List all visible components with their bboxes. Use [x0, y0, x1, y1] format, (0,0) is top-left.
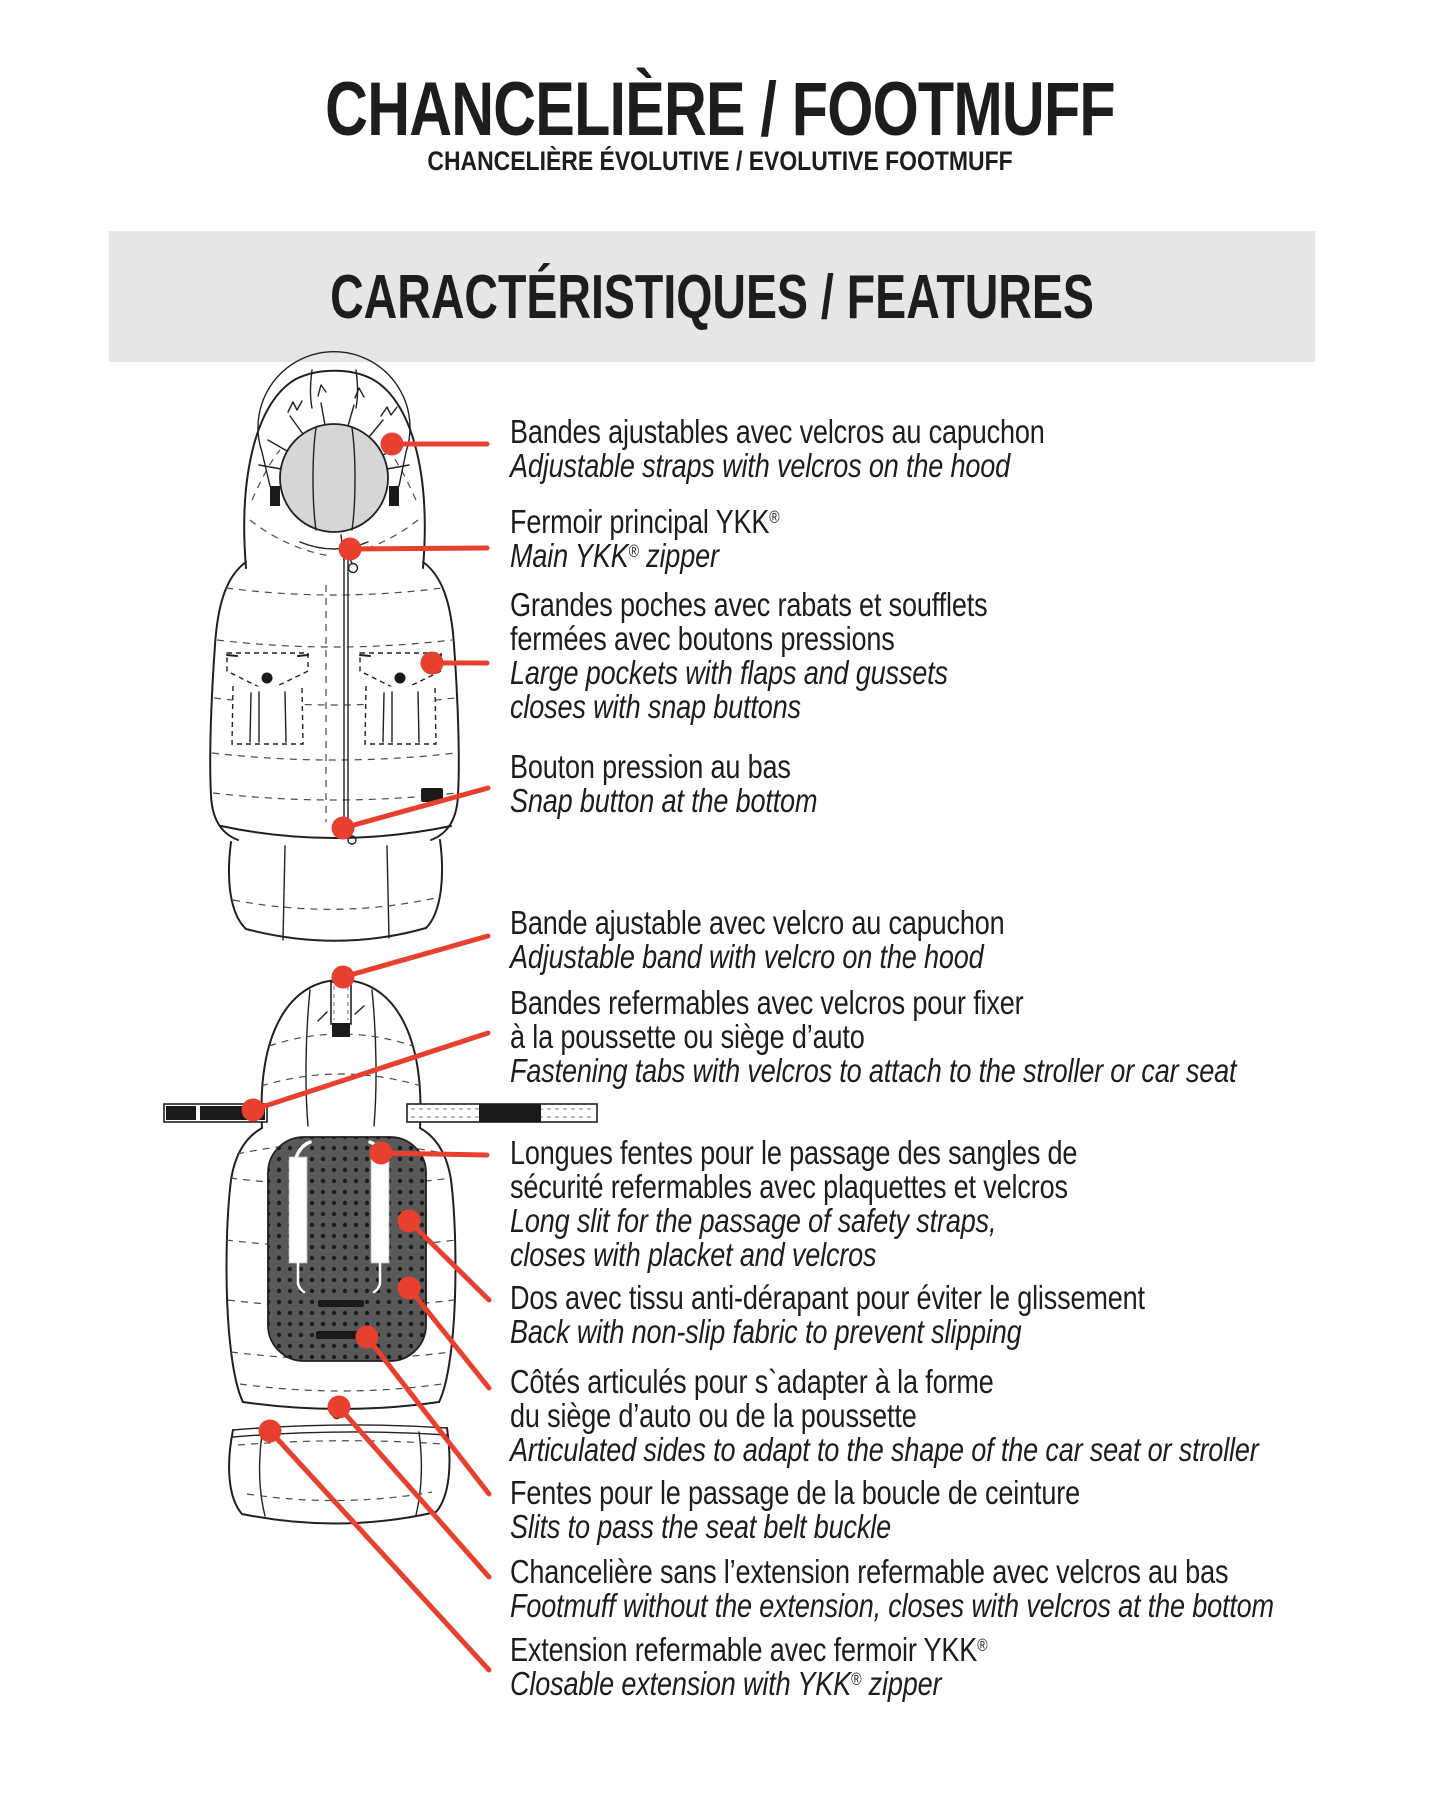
callout-line-2	[350, 548, 487, 549]
callout-dot-2	[339, 538, 362, 561]
callout-line-12	[270, 1431, 489, 1670]
annotation-buckle-slits	[510, 1476, 1080, 1544]
annotation-text-fr: Côtés articulés pour s`adapter à la forme	[510, 1363, 994, 1400]
annotation-text-fr: à la poussette ou siège d’auto	[510, 1018, 865, 1055]
annotation-main-zipper	[510, 505, 779, 573]
callout-line-4	[343, 788, 488, 828]
annotation-text-fr: Dos avec tissu anti-dérapant pour éviter le glissement	[510, 1279, 1145, 1316]
safety-strap-slit-left	[289, 1157, 307, 1263]
annotation-text-en: closes with placket and velcros	[510, 1236, 877, 1273]
annotation-text-fr: Longues fentes pour le passage des sangles de	[510, 1134, 1078, 1171]
callout-dot-6	[242, 1099, 265, 1122]
annotation-text-en: Footmuff without the extension, closes with velcros at the bottom	[510, 1587, 1274, 1624]
callout-dot-11	[328, 1396, 351, 1419]
annotation-text-en: Large pockets with flaps and gussets	[510, 654, 948, 691]
annotation-non-slip-back	[510, 1281, 1145, 1349]
callout-dot-7	[370, 1142, 393, 1165]
anti-slip-panel	[268, 1137, 426, 1361]
callout-dot-5	[332, 966, 355, 989]
belt-buckle-slit-upper	[318, 1300, 364, 1307]
annotation-text-fr: du siège d’auto ou de la poussette	[510, 1397, 917, 1434]
annotation-without-extension	[510, 1555, 1274, 1623]
callout-dot-3	[421, 652, 444, 675]
annotation-text-en: closes with snap buttons	[510, 688, 801, 725]
annotation-text-fr: Bandes ajustables avec velcros au capuchon	[510, 413, 1045, 450]
annotation-text-en: Fastening tabs with velcros to attach to the stroller or car seat	[510, 1052, 1237, 1089]
callout-line-6	[253, 1033, 488, 1110]
callout-dot-9	[398, 1277, 421, 1300]
callout-line-7	[381, 1153, 487, 1155]
annotation-text-fr: fermées avec boutons pressions	[510, 620, 895, 657]
section-heading: CARACTÉRISTIQUES / FEATURES	[330, 263, 1094, 332]
annotation-text-fr: Bande ajustable avec velcro au capuchon	[510, 904, 1005, 941]
callout-line-5	[343, 936, 488, 977]
annotation-text-fr: Grandes poches avec rabats et soufflets	[510, 586, 988, 623]
annotation-hood-straps	[510, 415, 1045, 483]
safety-strap-slit-right	[371, 1157, 389, 1263]
front-view-drawing	[210, 352, 459, 941]
page-subtitle: CHANCELIÈRE ÉVOLUTIVE / EVOLUTIVE FOOTMUFF	[427, 146, 1013, 176]
callout-dot-12	[259, 1420, 282, 1443]
annotation-text-fr: Fermoir principal YKK®	[510, 503, 780, 540]
annotation-safety-strap-slits	[510, 1136, 1077, 1272]
annotation-text-en: Long slit for the passage of safety straps,	[510, 1202, 997, 1239]
annotation-text-en: Back with non-slip fabric to prevent slipping	[510, 1313, 1022, 1350]
callout-dot-8	[398, 1210, 421, 1233]
annotation-fastening-tabs	[510, 986, 1236, 1088]
annotation-text-en: Slits to pass the seat belt buckle	[510, 1508, 892, 1545]
callout-dot-4	[332, 817, 355, 840]
right-fastening-tab	[407, 1104, 597, 1122]
annotation-text-fr: Fentes pour le passage de la boucle de ceinture	[510, 1474, 1080, 1511]
annotation-text-en: Adjustable band with velcro on the hood	[510, 938, 984, 975]
annotation-text-fr: Bandes refermables avec velcros pour fixer	[510, 984, 1024, 1021]
page-title: CHANCELIÈRE / FOOTMUFF	[325, 67, 1115, 152]
annotation-text-en: Snap button at the bottom	[510, 782, 818, 819]
annotation-text-en: Articulated sides to adapt to the shape of the car seat or stroller	[510, 1431, 1259, 1468]
callout-line-11	[339, 1407, 489, 1577]
annotation-articulated-sides	[510, 1365, 1259, 1467]
annotation-hood-band	[510, 906, 1005, 974]
callout-dot-10	[356, 1326, 379, 1349]
annotation-text-en: Closable extension with YKK® zipper	[510, 1665, 942, 1702]
annotation-text-fr: sécurité refermables avec plaquettes et velcros	[510, 1168, 1068, 1205]
annotation-text-fr: Chancelière sans l’extension refermable avec velcros au bas	[510, 1553, 1229, 1590]
annotation-pockets	[510, 588, 987, 724]
annotation-text-fr: Extension refermable avec fermoir YKK®	[510, 1631, 988, 1668]
annotation-bottom-snap	[510, 750, 817, 818]
annotation-text-en: Adjustable straps with velcros on the hood	[510, 447, 1011, 484]
callout-line-10	[367, 1337, 489, 1494]
annotation-closable-extension	[510, 1633, 987, 1701]
annotation-text-fr: Bouton pression au bas	[510, 748, 791, 785]
annotation-text-en: Main YKK® zipper	[510, 537, 719, 574]
callout-dot-1	[381, 433, 404, 456]
